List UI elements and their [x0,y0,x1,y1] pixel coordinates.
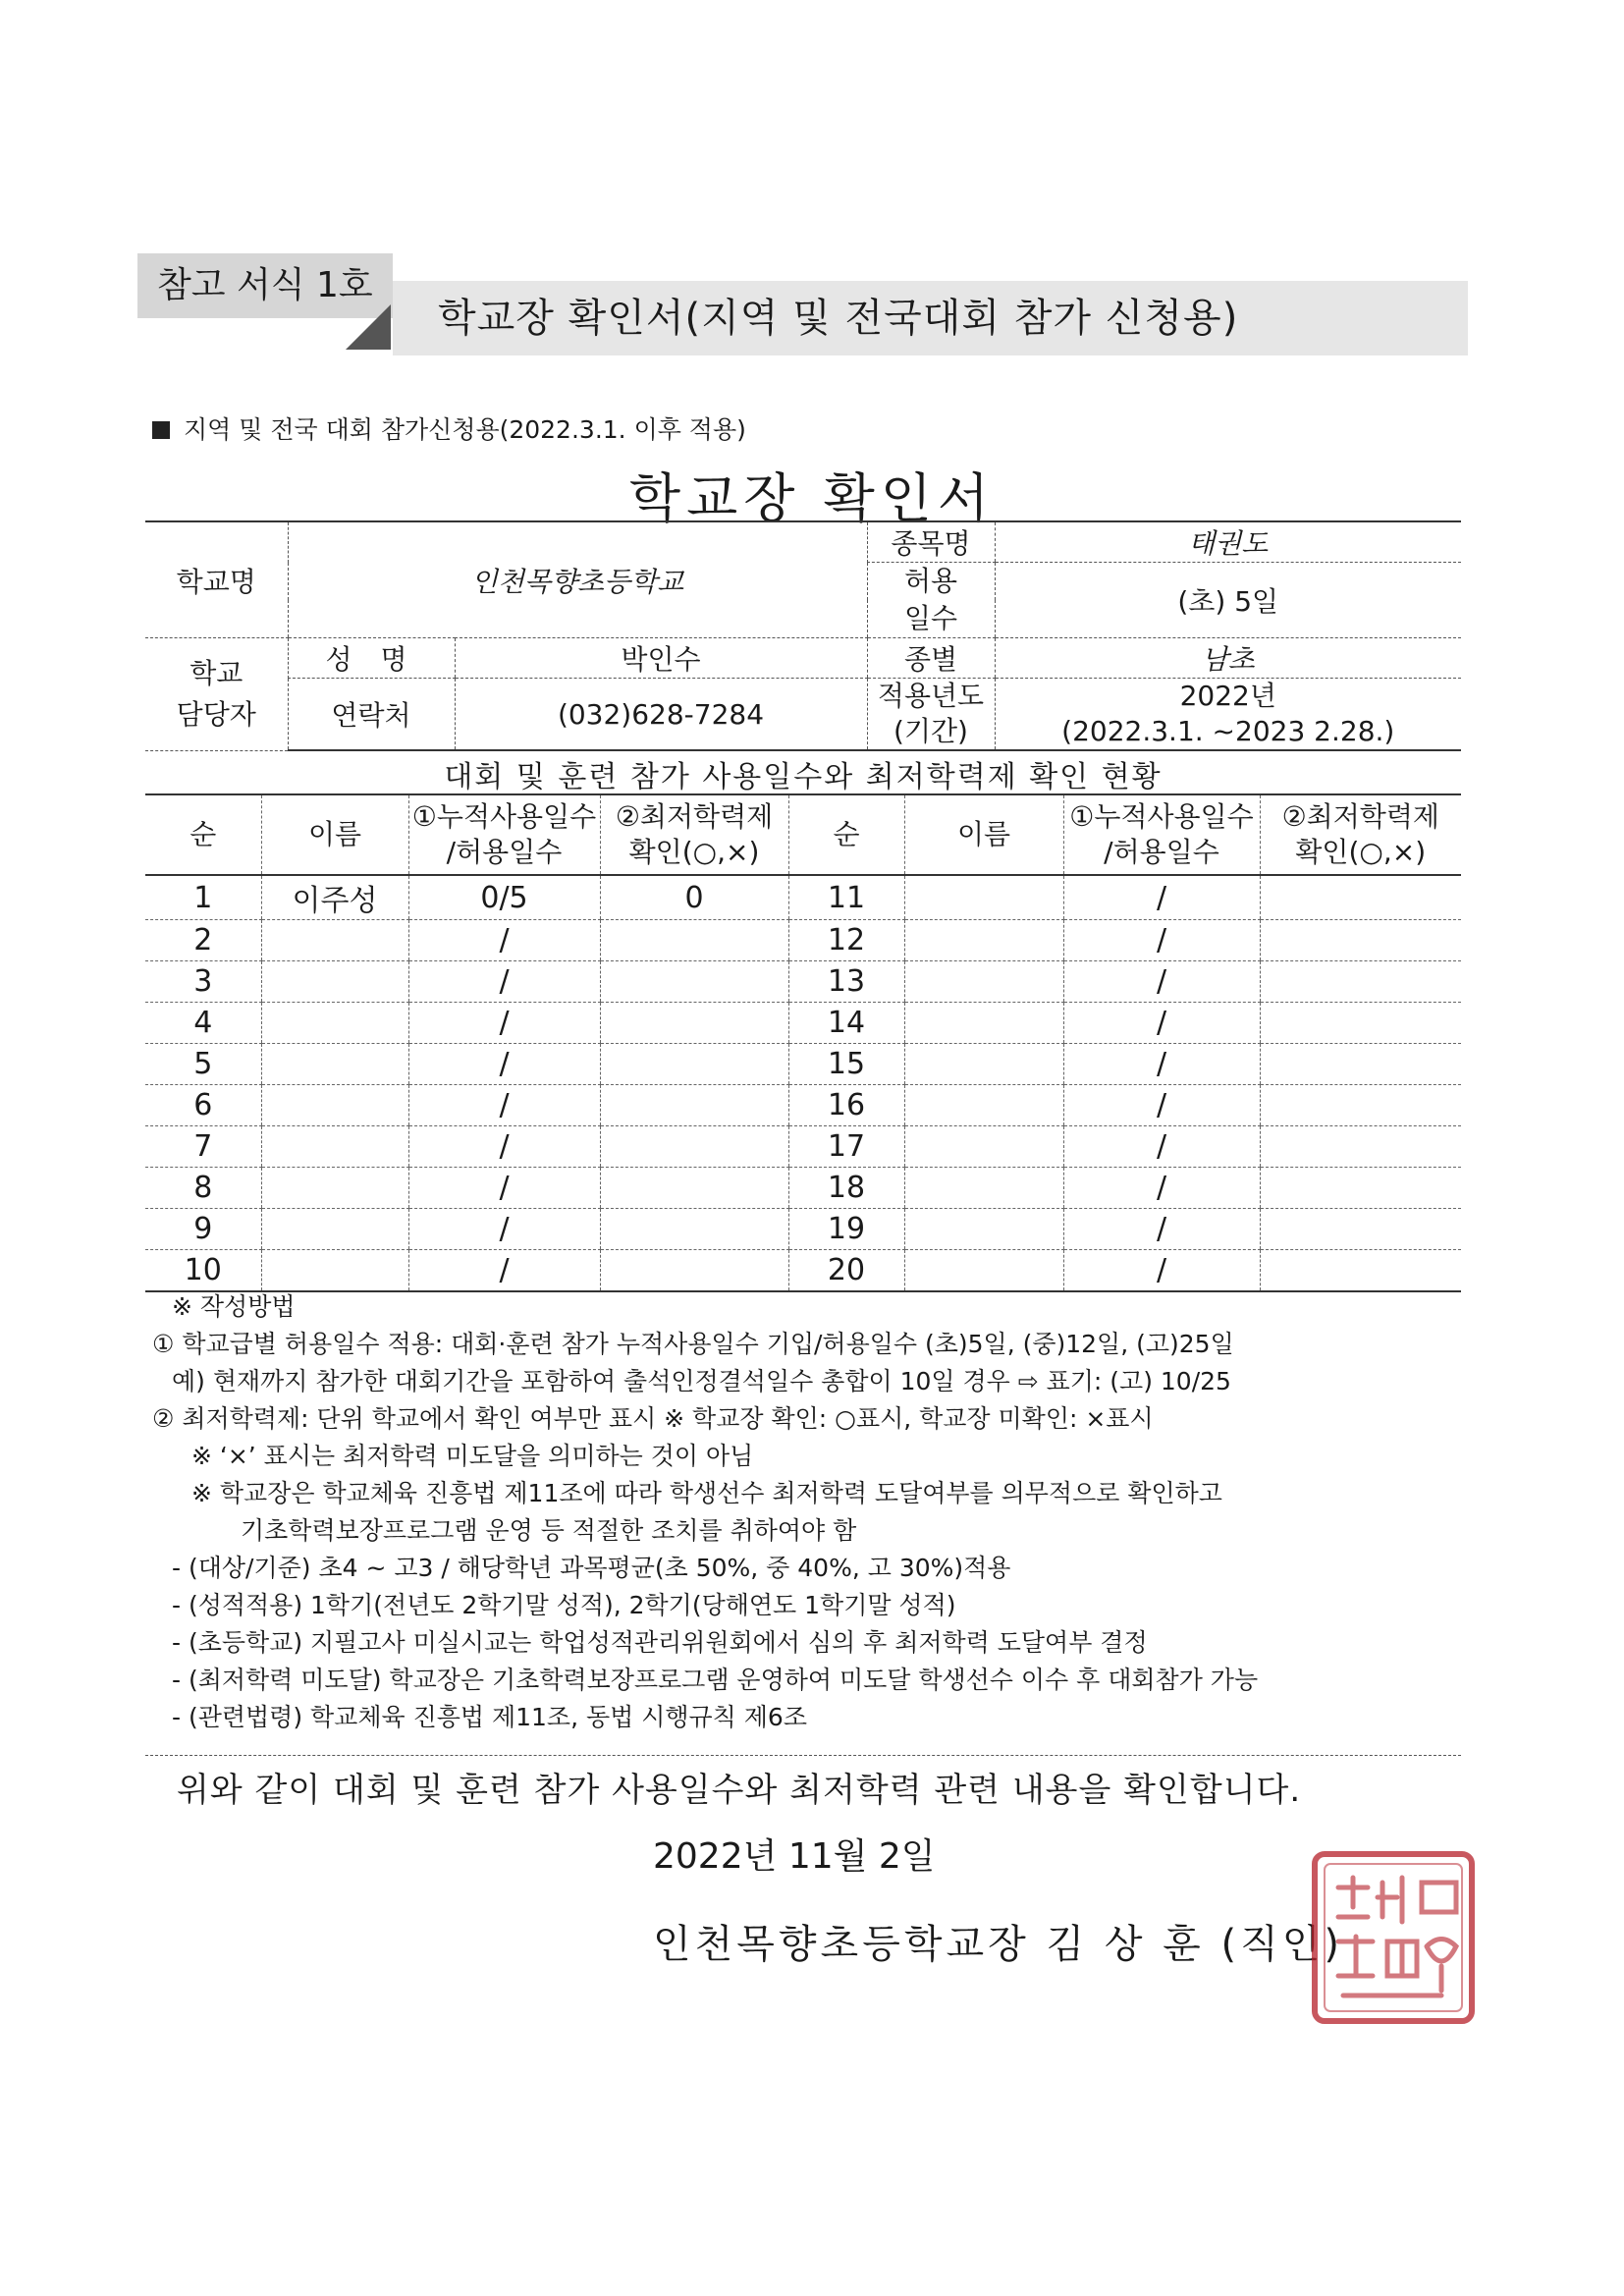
sport-value: 태권도 [995,521,1461,563]
days-cell: / [408,1168,600,1209]
header-seq-left: 순 [145,794,261,875]
min-cell [1260,1085,1461,1126]
divider [145,1755,1461,1756]
seq-cell: 16 [788,1085,904,1126]
days-cell: / [1063,1209,1260,1250]
days-cell: / [408,1250,600,1292]
seq-cell: 3 [145,961,261,1003]
allow-days-label-2: 일수 [903,602,958,634]
year-label [867,679,995,751]
seq-cell: 19 [788,1209,904,1250]
name-cell [904,920,1063,961]
days-cell: / [1063,1168,1260,1209]
days-cell: / [1063,1250,1260,1292]
notes-heading: ※ 작성방법 [172,1292,296,1321]
seq-cell: 9 [145,1209,261,1250]
seq-cell: 6 [145,1085,261,1126]
table-row [145,920,1461,961]
days-cell: / [1063,875,1260,920]
days-cell: / [1063,1126,1260,1168]
triangle-marker-icon [346,304,391,350]
header-days-left-2: /허용일수 [446,836,563,868]
table-row [145,961,1461,1003]
name-cell [904,1209,1063,1250]
school-value: 인천목향초등학교 [288,521,867,638]
note-2: ② 최저학력제: 단위 학교에서 확인 여부만 표시 ※ 학교장 확인: ○표시, 학교장 미확인: ×표시 [152,1404,1154,1433]
year-value-2: (2022.3.1. ~2023 2.28.) [1061,715,1395,747]
header-min-left [600,794,788,875]
contact-label: 연락처 [288,679,455,751]
name-cell [261,1126,408,1168]
seq-cell: 4 [145,1003,261,1044]
gender-label: 종별 [867,638,995,679]
name-cell [904,1126,1063,1168]
year-value [995,679,1461,751]
note-1: ① 학교급별 허용일수 적용: 대회·훈련 참가 누적사용일수 기입/허용일수 (초)5일, (중)12일, (고)25일 [152,1330,1234,1358]
days-cell: / [408,1209,600,1250]
seq-cell: 14 [788,1003,904,1044]
days-cell: / [1063,1003,1260,1044]
table-row [145,1003,1461,1044]
contact-value: (032)628-7284 [455,679,867,751]
min-cell [600,1003,788,1044]
seq-cell: 12 [788,920,904,961]
table-row [145,1168,1461,1209]
seq-cell: 7 [145,1126,261,1168]
seq-cell: 13 [788,961,904,1003]
days-cell: / [1063,1044,1260,1085]
min-cell [1260,961,1461,1003]
gender-value: 남초 [995,638,1461,679]
page-title: 학교장 확인서 [628,467,996,529]
min-cell: 0 [600,875,788,920]
header-min-right [1260,794,1461,875]
name-cell [904,875,1063,920]
sport-label: 종목명 [867,521,995,563]
seq-cell: 18 [788,1168,904,1209]
min-cell [1260,1126,1461,1168]
name-cell [904,1085,1063,1126]
min-cell [600,961,788,1003]
detail-2: - (성적적용) 1학기(전년도 2학기말 성적), 2학기(당해연도 1학기말 성적) [172,1591,956,1619]
days-cell: / [408,1044,600,1085]
name-cell [261,920,408,961]
allow-days-label-1: 허용 [903,565,958,597]
allow-days-label [867,563,995,638]
instructions [152,1288,1488,1736]
name-cell [904,961,1063,1003]
seq-cell: 1 [145,875,261,920]
header-min-left-1: ②최저학력제 [615,800,774,833]
min-cell [600,1126,788,1168]
min-cell [1260,1250,1461,1292]
table-row [145,1250,1461,1292]
name-cell [261,1003,408,1044]
min-cell [600,1085,788,1126]
seq-cell: 20 [788,1250,904,1292]
form-title: 학교장 확인서(지역 및 전국대회 참가 신청용) [393,281,1468,355]
table-row [145,1209,1461,1250]
name-cell [904,1250,1063,1292]
subnote-text: 지역 및 전국 대회 참가신청용(2022.3.1. 이후 적용) [184,415,746,444]
signer-line: 인천목향초등학교장 김 상 훈 (직인) [653,1922,1344,1967]
min-cell [600,920,788,961]
info-table [145,520,1461,751]
name-cell [904,1044,1063,1085]
issue-date: 2022년 11월 2일 [653,1836,936,1877]
min-cell [600,1168,788,1209]
days-cell: / [1063,920,1260,961]
header-days-right [1063,794,1260,875]
days-cell: / [408,920,600,961]
seq-cell: 15 [788,1044,904,1085]
days-cell: / [1063,961,1260,1003]
manager-label [145,638,288,751]
year-label-2: (기간) [893,715,968,747]
days-cell: / [408,1085,600,1126]
detail-5: - (관련법령) 학교체육 진흥법 제11조, 동법 시행규칙 제6조 [172,1703,807,1731]
seq-cell: 2 [145,920,261,961]
year-label-1: 적용년도 [877,680,985,712]
days-cell: / [408,1126,600,1168]
manager-label-2: 담당자 [176,697,256,731]
days-cell: / [1063,1085,1260,1126]
min-cell [600,1209,788,1250]
seq-cell: 17 [788,1126,904,1168]
name-cell [261,1250,408,1292]
min-cell [1260,1168,1461,1209]
min-cell [1260,1044,1461,1085]
detail-1: - (대상/기준) 초4 ~ 고3 / 해당학년 과목평균(초 50%, 중 40%, 고 30%)적용 [172,1554,1011,1582]
name-cell: 이주성 [261,875,408,920]
name-cell [261,961,408,1003]
min-cell [1260,1209,1461,1250]
header-min-right-2: 확인(○,×) [1295,836,1427,868]
seq-cell: 10 [145,1250,261,1292]
header-name-left: 이름 [261,794,408,875]
min-cell [1260,875,1461,920]
allow-days-value: (초) 5일 [995,563,1461,638]
min-cell [600,1250,788,1292]
roster-table [145,793,1461,1292]
subnote [152,410,746,446]
year-value-1: 2022년 [1179,680,1276,712]
header-name-right: 이름 [904,794,1063,875]
seq-cell: 11 [788,875,904,920]
name-value: 박인수 [455,638,867,679]
table-row [145,875,1461,920]
table-row [145,1085,1461,1126]
header-seq-right: 순 [788,794,904,875]
note-2-c: 기초학력보장프로그램 운영 등 적절한 조치를 취하여야 함 [241,1516,857,1545]
name-cell [261,1085,408,1126]
note-1-example: 예) 현재까지 참가한 대회기간을 포함하여 출석인정결석일수 총합이 10일 경우 ⇨ 표기: (고) 10/25 [172,1367,1231,1395]
name-cell [261,1044,408,1085]
manager-label-1: 학교 [189,656,244,689]
reference-form-tag: 참고 서식 1호 [137,253,393,318]
section-title: 대회 및 훈련 참가 사용일수와 최저학력제 확인 현황 [444,760,1163,794]
table-row [145,1126,1461,1168]
days-cell: / [408,1003,600,1044]
header-days-right-1: ①누적사용일수 [1069,800,1254,833]
name-label: 성 명 [288,638,455,679]
min-cell [600,1044,788,1085]
header-days-left [408,794,600,875]
min-cell [1260,920,1461,961]
note-2-a: ※ ‘×’ 표시는 최저학력 미도달을 의미하는 것이 아님 [191,1442,754,1470]
days-cell: 0/5 [408,875,600,920]
min-cell [1260,1003,1461,1044]
table-row [145,1044,1461,1085]
name-cell [904,1003,1063,1044]
confirmation-statement: 위와 같이 대회 및 훈련 참가 사용일수와 최저학력 관련 내용을 확인합니다. [177,1771,1302,1810]
detail-4: - (최저학력 미도달) 학교장은 기초학력보장프로그램 운영하여 미도달 학생선수 이수 후 대회참가 가능 [172,1666,1259,1694]
detail-3: - (초등학교) 지필고사 미실시교는 학업성적관리위원회에서 심의 후 최저학력 도달여부 결정 [172,1628,1148,1657]
note-2-b: ※ 학교장은 학교체육 진흥법 제11조에 따라 학생선수 최저학력 도달여부를 의무적으로 확인하고 [191,1479,1222,1507]
official-seal-icon [1309,1848,1478,2027]
seq-cell: 8 [145,1168,261,1209]
name-cell [261,1209,408,1250]
days-cell: / [408,961,600,1003]
header-min-right-1: ②최저학력제 [1281,800,1439,833]
header-days-left-1: ①누적사용일수 [411,800,597,833]
school-label: 학교명 [145,521,288,638]
square-bullet-icon [152,421,170,439]
header-min-left-2: 확인(○,×) [628,836,760,868]
name-cell [261,1168,408,1209]
seq-cell: 5 [145,1044,261,1085]
header-days-right-2: /허용일수 [1104,836,1219,868]
name-cell [904,1168,1063,1209]
